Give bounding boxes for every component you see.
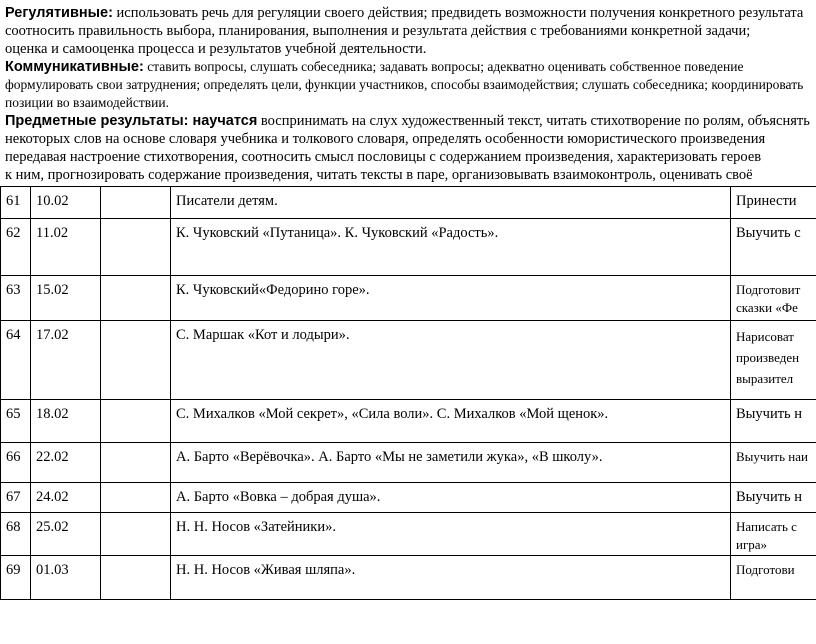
learning-outcomes — [5, 4, 816, 184]
subject-paragraph — [5, 112, 816, 130]
table-row — [1, 187, 816, 219]
lesson-topic: Писатели детям. — [171, 187, 731, 219]
lesson-date: 11.02 — [31, 219, 101, 276]
homework-cell: Нарисоват произведен выразител — [731, 321, 816, 400]
regulatory-paragraph — [5, 4, 816, 22]
lesson-number: 68 — [1, 513, 31, 556]
lesson-number: 65 — [1, 400, 31, 443]
homework-cell: Подготови — [731, 556, 816, 600]
table-row — [1, 483, 816, 513]
communicative-text-line: позиции во взаимодействии. — [5, 95, 169, 110]
regulatory-label: Регулятивные: — [5, 5, 113, 21]
regulatory-text-line: использовать речь для регуляции своего действия; предвидеть возможности получения конкретного результата — [112, 5, 804, 21]
table-row — [1, 513, 816, 556]
communicative-text-line: ставить вопросы, слушать собеседника; задавать вопросы; адекватно оценивать собственное поведение — [143, 59, 744, 74]
table-row — [1, 321, 816, 400]
subject-text-line: воспринимать на слух художественный текст, читать стихотворение по ролям, объяснять — [257, 113, 810, 129]
table-row — [1, 276, 816, 321]
regulatory-text-line: оценка и самооценка процесса и результатов учебной деятельности. — [5, 41, 427, 57]
lesson-topic: А. Барто «Вовка – добрая душа». — [171, 483, 731, 513]
lesson-date: 01.03 — [31, 556, 101, 600]
lesson-topic: Н. Н. Носов «Живая шляпа». — [171, 556, 731, 600]
lesson-topic: А. Барто «Верёвочка». А. Барто «Мы не заметили жука», «В школу». — [171, 443, 731, 483]
lesson-date: 22.02 — [31, 443, 101, 483]
empty-cell — [101, 219, 171, 276]
lesson-topic: С. Михалков «Мой секрет», «Сила воли». С. Михалков «Мой щенок». — [171, 400, 731, 443]
homework-cell: Принести — [731, 187, 816, 219]
empty-cell — [101, 513, 171, 556]
lesson-number: 69 — [1, 556, 31, 600]
lesson-topic: К. Чуковский «Путаница». К. Чуковский «Радость». — [171, 219, 731, 276]
homework-cell: Выучить н — [731, 400, 816, 443]
homework-cell: Написать с игра» — [731, 513, 816, 556]
empty-cell — [101, 483, 171, 513]
lesson-date: 10.02 — [31, 187, 101, 219]
table-row — [1, 443, 816, 483]
lesson-date: 15.02 — [31, 276, 101, 321]
lesson-number: 61 — [1, 187, 31, 219]
lesson-date: 24.02 — [31, 483, 101, 513]
lesson-date: 25.02 — [31, 513, 101, 556]
lesson-number: 63 — [1, 276, 31, 321]
communicative-paragraph — [5, 58, 816, 76]
empty-cell — [101, 443, 171, 483]
homework-cell: Выучить наи — [731, 443, 816, 483]
lesson-number: 64 — [1, 321, 31, 400]
homework-cell: Подготовит сказки «Фе — [731, 276, 816, 321]
lesson-topic: К. Чуковский«Федорино горе». — [171, 276, 731, 321]
table-row — [1, 219, 816, 276]
empty-cell — [101, 187, 171, 219]
table-row — [1, 400, 816, 443]
communicative-text-line: формулировать свои затруднения; определять цели, функции участников, способы взаимодействия; слушать собеседника; координировать — [5, 77, 804, 92]
homework-cell: Выучить н — [731, 483, 816, 513]
table-row — [1, 556, 816, 600]
subject-label: Предметные результаты: научатся — [5, 113, 258, 129]
subject-text-line: к ним, прогнозировать содержание произведения, читать тексты в паре, организовывать взаимоконтроль, оценивать своё — [5, 167, 753, 183]
subject-text-line: передавая настроение стихотворения, соотносить смысл пословицы с содержанием произведения, характеризовать героев — [5, 149, 762, 165]
empty-cell — [101, 276, 171, 321]
lesson-topic: Н. Н. Носов «Затейники». — [171, 513, 731, 556]
lesson-topic: С. Маршак «Кот и лодыри». — [171, 321, 731, 400]
empty-cell — [101, 321, 171, 400]
lesson-date: 17.02 — [31, 321, 101, 400]
lesson-date: 18.02 — [31, 400, 101, 443]
lesson-plan-table — [0, 186, 816, 600]
lesson-number: 62 — [1, 219, 31, 276]
communicative-label: Коммуникативные: — [5, 59, 144, 75]
lesson-number: 66 — [1, 443, 31, 483]
subject-text-line: некоторых слов на основе словаря учебника и толкового словаря, определять особенности юмористического произведения — [5, 131, 766, 147]
empty-cell — [101, 400, 171, 443]
homework-cell: Выучить с — [731, 219, 816, 276]
lesson-number: 67 — [1, 483, 31, 513]
regulatory-text-line: соотносить правильность выбора, планирования, выполнения и результата действия с требованиями конкретной задачи; — [5, 23, 751, 39]
empty-cell — [101, 556, 171, 600]
